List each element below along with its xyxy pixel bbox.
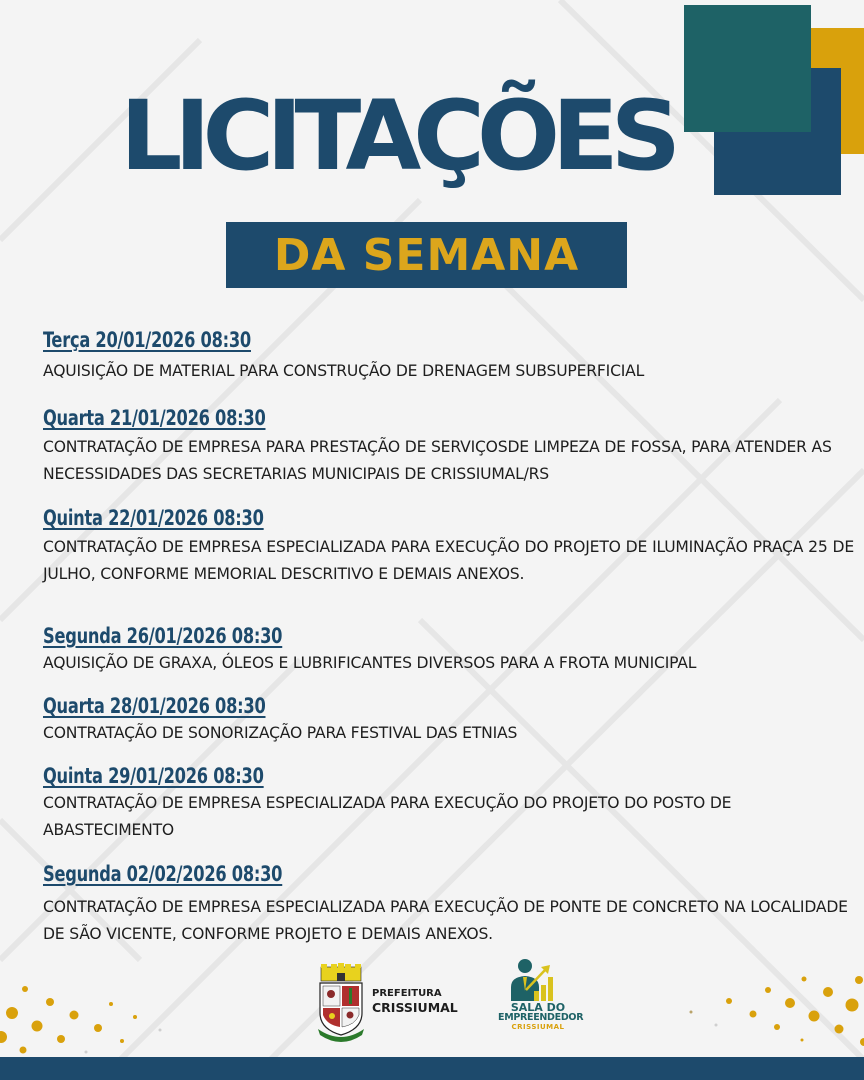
- subtitle-text: DA SEMANA: [273, 229, 580, 281]
- entry-description: AQUISIÇÃO DE MATERIAL PARA CONSTRUÇÃO DE DRENAGEM SUBSUPERFICIAL: [43, 362, 645, 380]
- entry-heading: Quinta 22/01/2026 08:30: [43, 506, 264, 530]
- entry-description: CONTRATAÇÃO DE EMPRESA ESPECIALIZADA PARA EXECUÇÃO DE PONTE DE CONCRETO NA LOCALIDADE DE SÃO VICENTE, CONFORME PROJETO E DEMAIS ANEXOS.: [43, 898, 848, 943]
- entry-heading: Quarta 21/01/2026 08:30: [43, 406, 266, 430]
- entry-description: CONTRATAÇÃO DE SONORIZAÇÃO PARA FESTIVAL DAS ETNIAS: [43, 724, 518, 742]
- businessman-growth-chart-icon: [508, 957, 558, 1001]
- entry-heading: Segunda 26/01/2026 08:30: [43, 624, 283, 648]
- entry-heading: Quarta 28/01/2026 08:30: [43, 694, 266, 718]
- page-title: LICITAÇÕES: [120, 80, 674, 192]
- sala-line2: EMPREENDEDOR: [498, 1012, 584, 1023]
- entry-heading: Segunda 02/02/2026 08:30: [43, 862, 283, 886]
- entry-4: [43, 624, 854, 677]
- entry-description: CONTRATAÇÃO DE EMPRESA PARA PRESTAÇÃO DE SERVIÇOSDE LIMPEZA DE FOSSA, PARA ATENDER AS NECESSIDADES DAS SECRETARIAS MUNICIPAIS DE CRISSIUMAL/RS: [43, 438, 832, 483]
- coat-of-arms-icon: [315, 963, 367, 1043]
- bottom-bar: [0, 1057, 864, 1080]
- footer-logos: [0, 955, 864, 1055]
- sala-line1: SALA DO: [510, 1001, 566, 1014]
- sala-do-empreendedor-logo: [498, 955, 584, 1045]
- prefeitura-label: [372, 988, 458, 1015]
- prefeitura-line2: CRISSIUMAL: [372, 1000, 458, 1015]
- entry-3: [43, 506, 854, 588]
- entry-7: [43, 862, 854, 948]
- entry-5: [43, 694, 854, 747]
- prefeitura-line1: PREFEITURA: [372, 988, 442, 999]
- sala-label: [498, 1001, 584, 1031]
- entry-heading: Terça 20/01/2026 08:30: [43, 328, 251, 352]
- decor-square-teal: [684, 5, 811, 132]
- entry-1: [43, 328, 854, 385]
- entry-6: [43, 764, 854, 844]
- entry-heading: Quinta 29/01/2026 08:30: [43, 764, 264, 788]
- entry-description: CONTRATAÇÃO DE EMPRESA ESPECIALIZADA PARA EXECUÇÃO DO PROJETO DE ILUMINAÇÃO PRAÇA 25 DE JULHO, CONFORME MEMORIAL DESCRITIVO E DEMAIS ANEXOS.: [43, 538, 854, 583]
- entry-description: AQUISIÇÃO DE GRAXA, ÓLEOS E LUBRIFICANTES DIVERSOS PARA A FROTA MUNICIPAL: [43, 654, 697, 672]
- subtitle-banner: [226, 222, 627, 288]
- entry-description: CONTRATAÇÃO DE EMPRESA ESPECIALIZADA PARA EXECUÇÃO DO PROJETO DO POSTO DE ABASTECIMENTO: [43, 794, 732, 839]
- entry-2: [43, 406, 854, 488]
- sala-line3: CRISSIUMAL: [511, 1022, 565, 1031]
